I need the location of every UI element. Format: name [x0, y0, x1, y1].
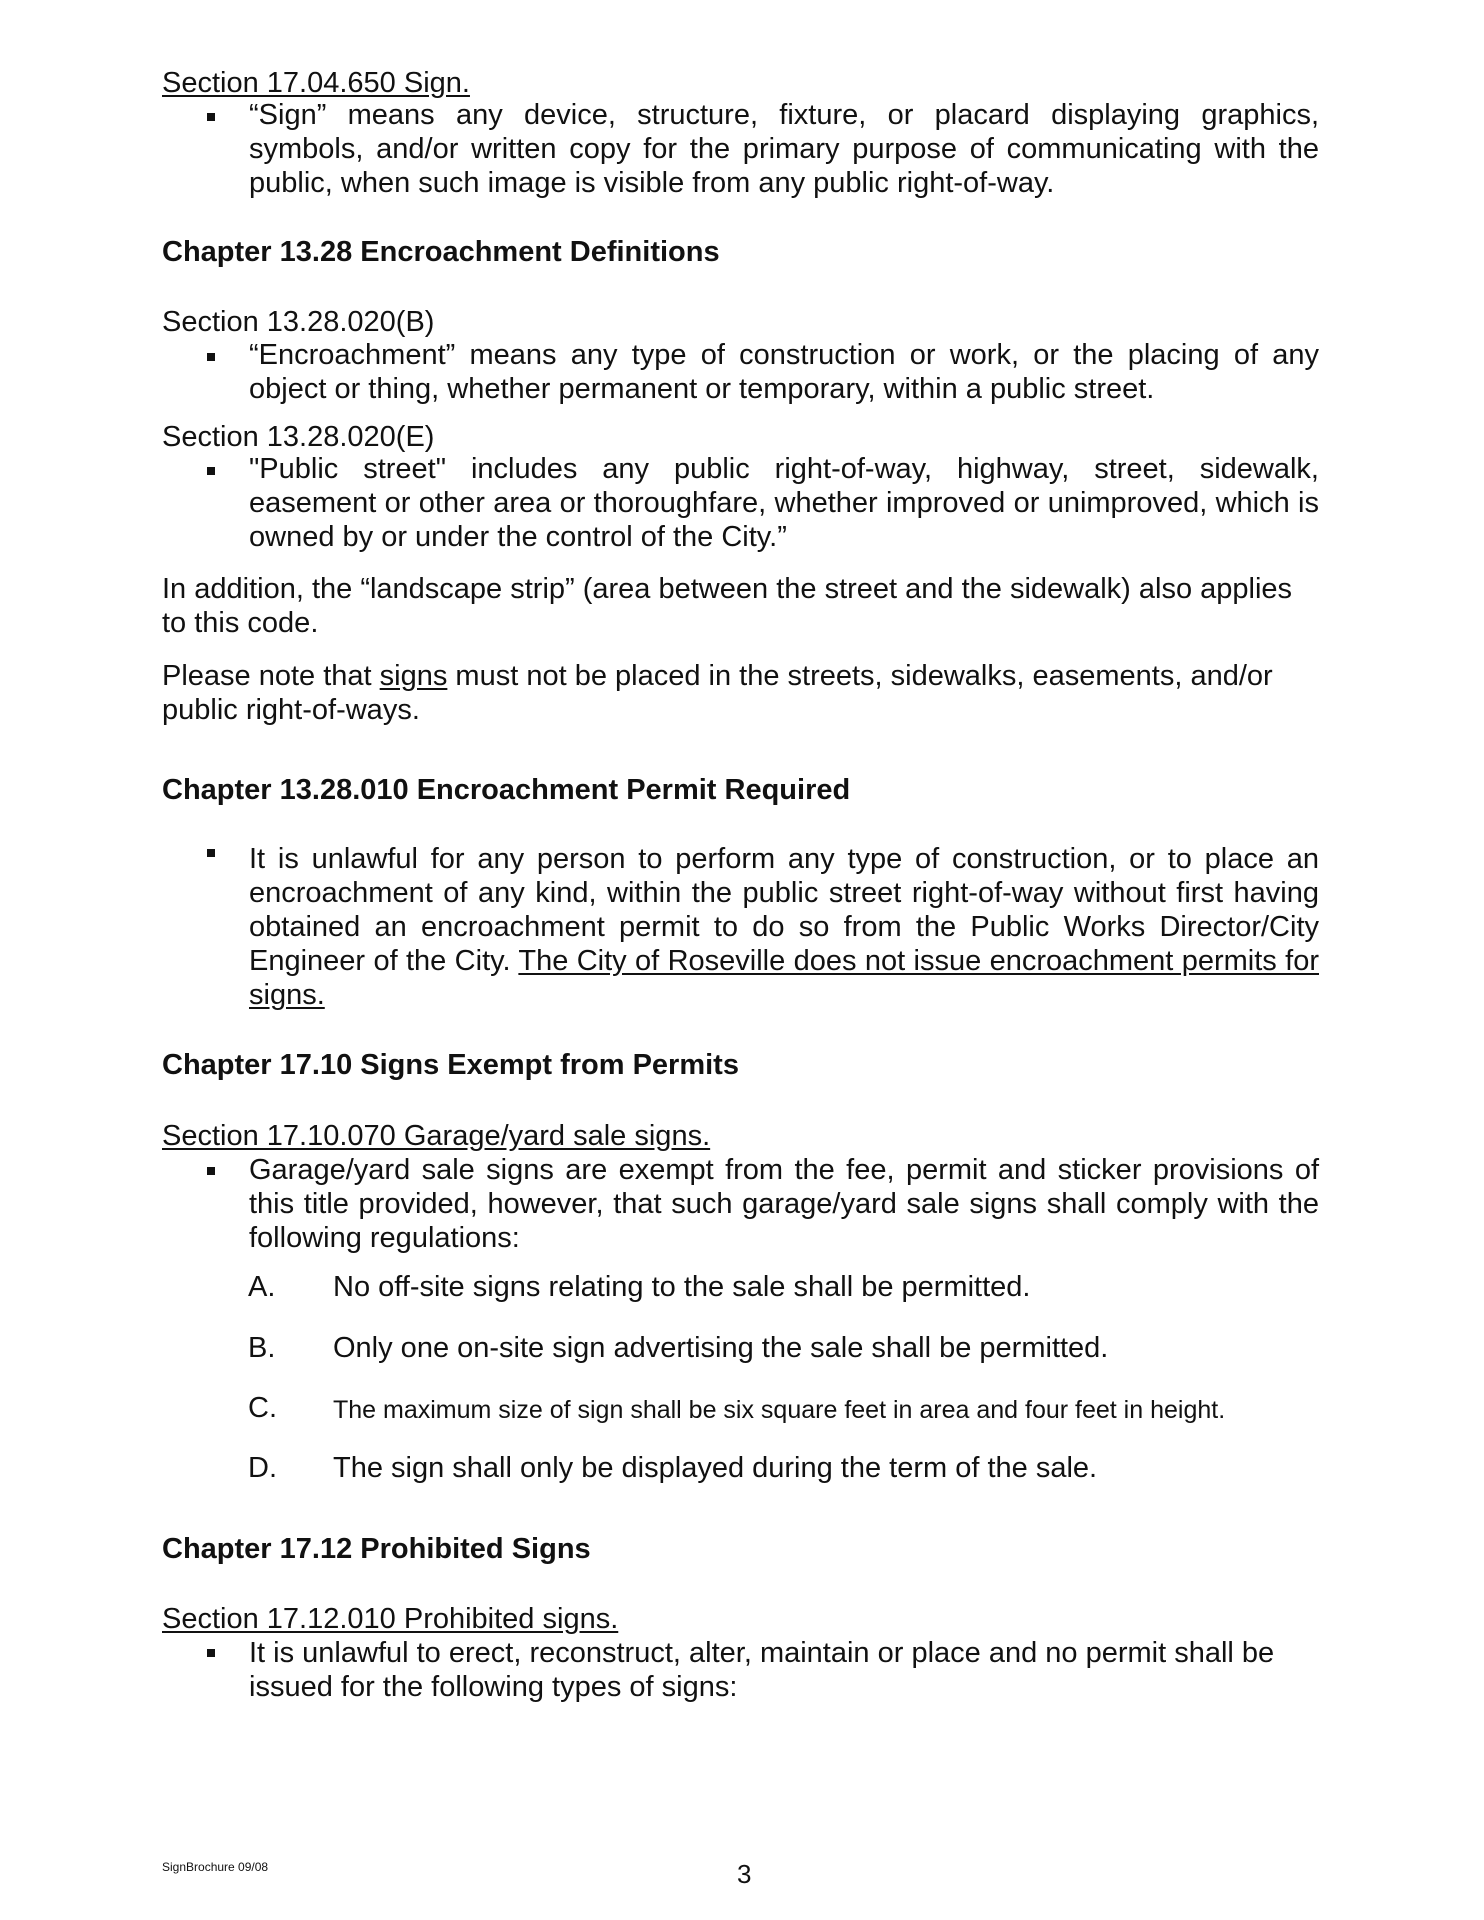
list-item-text: Only one on-site sign advertising the sale shall be permitted.: [333, 1332, 1109, 1364]
definition-paragraph: “Sign” means any device, structure, fixture, or placard displaying graphics, symbols, and/or written copy for the primary purpose of communicating with the public, when such image is visible from any public right-of-way.: [249, 99, 1319, 199]
note-text: Please note that: [162, 660, 380, 692]
note-underlined: signs: [379, 660, 448, 692]
section-heading: Section 17.04.650 Sign.: [162, 67, 470, 99]
chapter-heading: Chapter 13.28.010 Encroachment Permit Required: [162, 774, 851, 806]
permit-underlined: The City of Roseville does not issue encroachment permits for signs.: [249, 945, 1319, 1011]
list-item-letter: D.: [248, 1452, 277, 1484]
chapter-heading: Chapter 17.12 Prohibited Signs: [162, 1533, 591, 1565]
list-item-letter: C.: [248, 1392, 277, 1424]
definition-paragraph: "Public street" includes any public right-of-way, highway, street, sidewalk, easement or other area or thoroughfare, whether improved or unimproved, which is owned by or under the control of the City.”: [249, 453, 1319, 553]
bullet-marker: [207, 467, 215, 475]
definition-paragraph: “Encroachment” means any type of construction or work, or the placing of any object or thing, whether permanent or temporary, within a public street.: [249, 339, 1319, 405]
chapter-heading: Chapter 17.10 Signs Exempt from Permits: [162, 1049, 739, 1081]
section-heading: Section 13.28.020(E): [162, 421, 435, 453]
permit-text: It is unlawful for any person to perform any type of construction, or to place an encroachment of any kind, within the public street right-of-way without first having obtained an encroachment permit to do so from the Public Works Director/City Engineer of the City.: [249, 843, 1319, 977]
note-paragraph: [162, 659, 1282, 727]
permit-paragraph: [249, 842, 1319, 1012]
prohibited-paragraph: It is unlawful to erect, reconstruct, alter, maintain or place and no permit shall be issued for the following types of signs:: [249, 1637, 1275, 1703]
section-heading: Section 17.10.070 Garage/yard sale signs.: [162, 1120, 711, 1152]
bullet-marker: [207, 353, 215, 361]
bullet-marker: [207, 1167, 215, 1175]
bullet-marker: [207, 1649, 215, 1657]
footer-label: SignBrochure 09/08: [162, 1860, 269, 1874]
list-item-text: The maximum size of sign shall be six square feet in area and four feet in height.: [333, 1396, 1226, 1424]
list-item-text: No off-site signs relating to the sale shall be permitted.: [333, 1271, 1031, 1303]
section-heading: Section 13.28.020(B): [162, 306, 435, 338]
list-item-letter: B.: [248, 1332, 276, 1364]
list-item-letter: A.: [248, 1271, 276, 1303]
bullet-marker: [207, 849, 215, 857]
exemption-paragraph: Garage/yard sale signs are exempt from the fee, permit and sticker provisions of this title provided, however, that such garage/yard sale signs shall comply with the following regulations:: [249, 1154, 1319, 1254]
section-heading: Section 17.12.010 Prohibited signs.: [162, 1603, 619, 1635]
bullet-marker: [207, 113, 215, 121]
page-number: 3: [737, 1859, 752, 1889]
list-item-text: The sign shall only be displayed during the term of the sale.: [333, 1452, 1098, 1484]
body-paragraph: In addition, the “landscape strip” (area between the street and the sidewalk) also applies to this code.: [162, 573, 1293, 639]
note-text: must not be placed in the streets, sidewalks, easements, and/or public right-of-ways.: [162, 660, 1273, 726]
chapter-heading: Chapter 13.28 Encroachment Definitions: [162, 236, 720, 268]
